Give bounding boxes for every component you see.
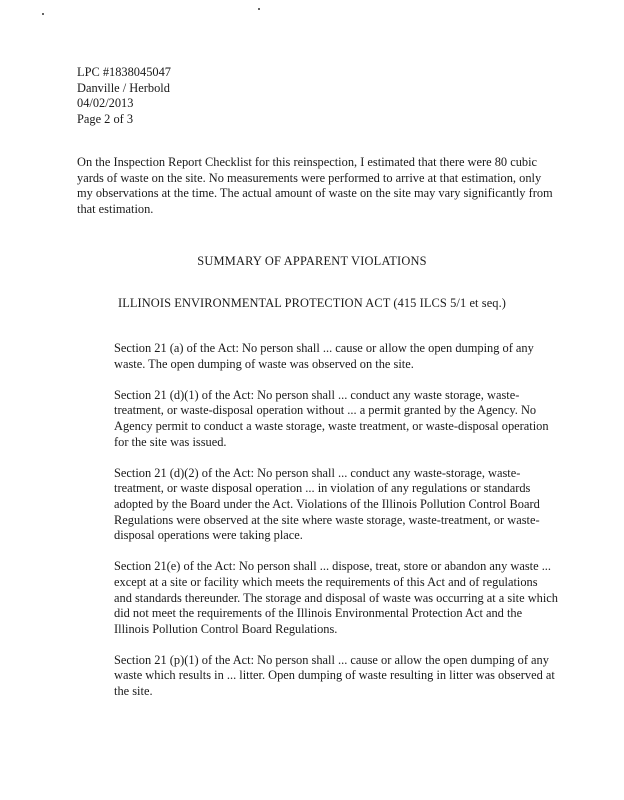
act-title: ILLINOIS ENVIRONMENTAL PROTECTION ACT (415 ILCS 5/1 et seq.) bbox=[117, 296, 507, 310]
violation-item: Section 21 (d)(1) of the Act: No person shall ... conduct any waste storage, waste-treatment, or waste-disposal operation without ... a permit granted by the Agency. No Agency permit to conduct a waste storage, waste treatment, or waste-disposal operation for the site was issued. bbox=[114, 387, 549, 449]
document-header bbox=[77, 65, 171, 127]
violation-item: Section 21 (d)(2) of the Act: No person shall ... conduct any waste-storage, waste-treatment, or waste disposal operation ... in violation of any regulations or standards adopted by the Board under the Act. Violations of the Illinois Pollution Control Board Regulations were observed at the site where waste storage, waste-treatment, or waste-disposal operations were taking place. bbox=[114, 465, 540, 543]
intro-paragraph bbox=[77, 155, 557, 217]
page-number: Page 2 of 3 bbox=[77, 111, 134, 126]
lpc-number: LPC #1838045047 bbox=[77, 65, 171, 79]
intro-text: On the Inspection Report Checklist for this reinspection, I estimated that there were 80 cubic yards of waste on the site. No measurements were performed to arrive at that estimation, only my observations at the time. The actual amount of waste on the site may vary significantly from that estimation. bbox=[77, 155, 553, 216]
site-location: Danville / Herbold bbox=[77, 80, 170, 95]
summary-title: SUMMARY OF APPARENT VIOLATIONS bbox=[197, 254, 427, 268]
violations-list bbox=[114, 341, 558, 715]
scan-speck bbox=[258, 8, 260, 10]
report-date: 04/02/2013 bbox=[77, 96, 134, 110]
scan-speck bbox=[42, 13, 44, 15]
violation-item: Section 21 (p)(1) of the Act: No person shall ... cause or allow the open dumping of any waste which results in ... litter. Open dumping of waste resulting in litter was observed at the site. bbox=[114, 652, 555, 699]
violation-item: Section 21 (a) of the Act: No person shall ... cause or allow the open dumping of any waste. The open dumping of waste was observed on the site. bbox=[114, 341, 534, 371]
violation-item: Section 21(e) of the Act: No person shall ... dispose, treat, store or abandon any waste ... except at a site or facility which meets the requirements of this Act and of regulations and standards thereunder. The storage and disposal of waste was occurring at a site which did not meet the requirements of the Illinois Environmental Protection Act and the Illinois Pollution Control Board Regulations. bbox=[114, 559, 558, 636]
